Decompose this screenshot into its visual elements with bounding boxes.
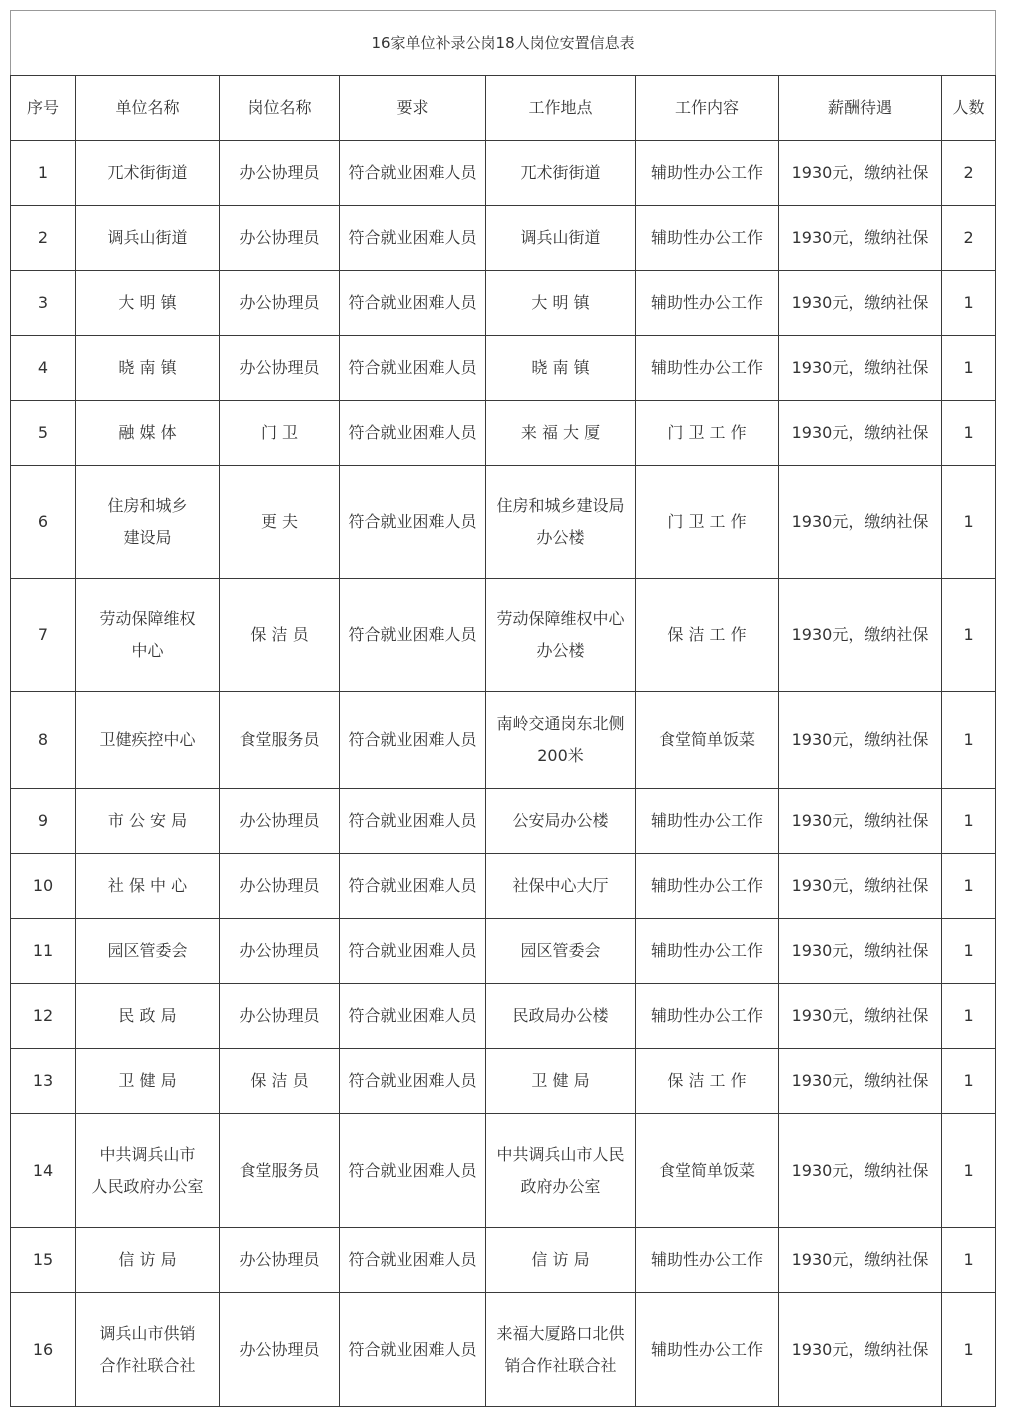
cell-content-text: 辅助性办公工作 (650, 1250, 763, 1269)
cell-post-text: 食堂服务员 (239, 730, 320, 749)
cell-location (486, 141, 636, 206)
cell-no-text: 16 (32, 1339, 54, 1359)
cell-content-text: 辅助性办公工作 (650, 941, 763, 960)
cell-location-text: 社保中心大厅 (512, 876, 609, 895)
col-header-content: 工作内容 (636, 76, 779, 141)
cell-requirement-text: 符合就业困难人员 (348, 1006, 477, 1025)
cell-requirement (340, 919, 486, 984)
cell-location (486, 336, 636, 401)
cell-post (220, 1228, 340, 1293)
cell-no (11, 579, 76, 692)
cell-count-text: 1 (963, 512, 974, 531)
cell-pay (779, 141, 942, 206)
cell-post-text: 保 洁 员 (250, 625, 309, 644)
cell-post-text: 办公协理员 (239, 941, 320, 960)
table-row (11, 1293, 996, 1407)
cell-unit (76, 854, 220, 919)
col-header-pay: 薪酬待遇 (779, 76, 942, 141)
cell-count (942, 271, 996, 336)
cell-count (942, 1114, 996, 1228)
cell-requirement (340, 692, 486, 789)
cell-unit-text: 调兵山市供销 合作社联合社 (99, 1323, 196, 1375)
cell-location (486, 789, 636, 854)
cell-requirement-text: 符合就业困难人员 (348, 1339, 477, 1359)
cell-pay (779, 1049, 942, 1114)
cell-requirement (340, 401, 486, 466)
cell-unit (76, 206, 220, 271)
cell-content (636, 1049, 779, 1114)
table-row (11, 854, 996, 919)
cell-unit (76, 141, 220, 206)
cell-no (11, 271, 76, 336)
cell-requirement (340, 854, 486, 919)
cell-requirement (340, 579, 486, 692)
cell-location-text: 劳动保障维权中心 办公楼 (496, 609, 625, 660)
cell-no (11, 789, 76, 854)
cell-location-text: 民政局办公楼 (512, 1006, 609, 1025)
cell-pay-text: 1930元，缴纳社保 (791, 1071, 929, 1090)
cell-count-text: 1 (963, 876, 974, 895)
cell-no (11, 1049, 76, 1114)
table-row (11, 692, 996, 789)
cell-requirement-text: 符合就业困难人员 (348, 941, 477, 960)
cell-requirement (340, 466, 486, 579)
cell-requirement-text: 符合就业困难人员 (348, 358, 477, 377)
cell-no (11, 401, 76, 466)
cell-location-text: 来 福 大 厦 (520, 423, 601, 442)
cell-unit (76, 336, 220, 401)
cell-requirement (340, 984, 486, 1049)
cell-location-text: 南岭交通岗东北侧 200米 (496, 714, 625, 765)
cell-unit-text: 兀术街街道 (107, 163, 188, 182)
cell-no-text: 8 (37, 730, 49, 749)
cell-content (636, 271, 779, 336)
cell-no-text: 4 (37, 358, 49, 377)
cell-count (942, 1228, 996, 1293)
cell-requirement-text: 符合就业困难人员 (348, 625, 477, 644)
cell-no (11, 206, 76, 271)
col-header-location: 工作地点 (486, 76, 636, 141)
table-row (11, 579, 996, 692)
cell-count-text: 1 (963, 1071, 974, 1090)
cell-content-text: 辅助性办公工作 (650, 293, 763, 312)
cell-count (942, 789, 996, 854)
cell-pay-text: 1930元，缴纳社保 (791, 876, 929, 895)
table-row (11, 789, 996, 854)
cell-unit-text: 劳动保障维权 中心 (99, 609, 196, 660)
table-row (11, 1114, 996, 1228)
cell-requirement-text: 符合就业困难人员 (348, 1250, 477, 1269)
cell-content (636, 854, 779, 919)
cell-requirement (340, 1228, 486, 1293)
cell-post-text: 办公协理员 (239, 876, 320, 895)
cell-no (11, 1114, 76, 1228)
cell-unit (76, 692, 220, 789)
cell-no (11, 466, 76, 579)
cell-content (636, 466, 779, 579)
cell-pay-text: 1930元，缴纳社保 (791, 941, 929, 960)
cell-unit-text: 住房和城乡 建设局 (107, 496, 188, 547)
cell-content (636, 141, 779, 206)
cell-no (11, 692, 76, 789)
cell-pay-text: 1930元，缴纳社保 (791, 811, 929, 830)
cell-unit (76, 1049, 220, 1114)
cell-location-text: 来福大厦路口北供 销合作社联合社 (496, 1323, 625, 1375)
cell-requirement (340, 1293, 486, 1407)
cell-content (636, 919, 779, 984)
cell-post-text: 办公协理员 (239, 358, 320, 377)
cell-requirement-text: 符合就业困难人员 (348, 228, 477, 247)
cell-content-text: 辅助性办公工作 (650, 228, 763, 247)
cell-count (942, 141, 996, 206)
cell-post (220, 1114, 340, 1228)
cell-requirement (340, 1049, 486, 1114)
cell-count (942, 1293, 996, 1407)
cell-unit (76, 1228, 220, 1293)
cell-post (220, 579, 340, 692)
cell-location (486, 1293, 636, 1407)
cell-unit-text: 市 公 安 局 (107, 811, 188, 830)
cell-count (942, 692, 996, 789)
cell-pay (779, 336, 942, 401)
position-table-sheet (10, 10, 995, 1407)
cell-unit-text: 大 明 镇 (118, 293, 177, 312)
cell-location (486, 1228, 636, 1293)
cell-content (636, 579, 779, 692)
cell-count-text: 1 (963, 811, 974, 830)
table-row (11, 466, 996, 579)
cell-no-text: 12 (32, 1006, 54, 1025)
cell-post-text: 办公协理员 (239, 811, 320, 830)
cell-post (220, 401, 340, 466)
col-header-unit: 单位名称 (76, 76, 220, 141)
cell-location-text: 园区管委会 (520, 941, 601, 960)
cell-pay-text: 1930元，缴纳社保 (791, 1339, 929, 1359)
cell-content (636, 984, 779, 1049)
cell-unit (76, 984, 220, 1049)
header-row (11, 76, 996, 141)
cell-location (486, 401, 636, 466)
cell-unit-text: 融 媒 体 (118, 423, 177, 442)
cell-pay (779, 919, 942, 984)
cell-pay-text: 1930元，缴纳社保 (791, 625, 929, 644)
cell-requirement-text: 符合就业困难人员 (348, 512, 477, 531)
cell-count-text: 1 (963, 1250, 974, 1269)
cell-count-text: 1 (963, 730, 974, 749)
cell-location (486, 984, 636, 1049)
cell-requirement (340, 1114, 486, 1228)
cell-location-text: 卫 健 局 (531, 1071, 590, 1090)
cell-requirement (340, 336, 486, 401)
cell-requirement (340, 271, 486, 336)
cell-no (11, 1228, 76, 1293)
cell-post (220, 919, 340, 984)
cell-pay (779, 1228, 942, 1293)
cell-count (942, 206, 996, 271)
cell-location (486, 271, 636, 336)
cell-location-text: 大 明 镇 (531, 293, 590, 312)
cell-pay-text: 1930元，缴纳社保 (791, 1160, 929, 1180)
cell-count (942, 401, 996, 466)
cell-content-text: 辅助性办公工作 (650, 1339, 763, 1359)
cell-count-text: 1 (963, 293, 974, 312)
cell-pay (779, 579, 942, 692)
table-row (11, 336, 996, 401)
cell-location (486, 1114, 636, 1228)
cell-count (942, 854, 996, 919)
cell-pay-text: 1930元，缴纳社保 (791, 163, 929, 182)
table-row (11, 919, 996, 984)
cell-pay-text: 1930元，缴纳社保 (791, 1250, 929, 1269)
cell-pay-text: 1930元，缴纳社保 (791, 358, 929, 377)
cell-post (220, 789, 340, 854)
cell-count-text: 2 (963, 228, 974, 247)
cell-no-text: 11 (32, 941, 54, 960)
cell-count (942, 919, 996, 984)
cell-content-text: 保 洁 工 作 (667, 625, 747, 644)
cell-no-text: 1 (37, 163, 49, 182)
cell-pay (779, 789, 942, 854)
cell-content-text: 食堂简单饭菜 (658, 1160, 755, 1180)
cell-no-text: 6 (37, 512, 49, 531)
cell-unit-text: 卫 健 局 (118, 1071, 177, 1090)
cell-count-text: 1 (963, 358, 974, 377)
cell-location (486, 466, 636, 579)
table-row (11, 271, 996, 336)
cell-post (220, 271, 340, 336)
cell-no (11, 1293, 76, 1407)
cell-post-text: 食堂服务员 (239, 1160, 320, 1180)
cell-no-text: 5 (37, 423, 49, 442)
cell-pay (779, 854, 942, 919)
cell-count-text: 1 (963, 1339, 974, 1359)
table-row (11, 1228, 996, 1293)
cell-requirement (340, 206, 486, 271)
cell-pay-text: 1930元，缴纳社保 (791, 512, 929, 531)
table-row (11, 401, 996, 466)
cell-location-text: 公安局办公楼 (512, 811, 609, 830)
cell-unit-text: 民 政 局 (118, 1006, 177, 1025)
cell-unit (76, 1114, 220, 1228)
cell-no (11, 141, 76, 206)
cell-post (220, 692, 340, 789)
cell-count-text: 1 (963, 941, 974, 960)
table-body (11, 141, 996, 1407)
col-header-post: 岗位名称 (220, 76, 340, 141)
cell-unit (76, 579, 220, 692)
cell-no-text: 14 (32, 1160, 54, 1180)
cell-requirement-text: 符合就业困难人员 (348, 1160, 477, 1180)
cell-no-text: 13 (32, 1071, 54, 1090)
cell-location (486, 579, 636, 692)
cell-no (11, 336, 76, 401)
position-table (10, 10, 996, 1407)
cell-count (942, 1049, 996, 1114)
cell-post-text: 办公协理员 (239, 293, 320, 312)
cell-unit-text: 卫健疾控中心 (99, 730, 196, 749)
cell-no-text: 2 (37, 228, 49, 247)
cell-post (220, 984, 340, 1049)
cell-post (220, 141, 340, 206)
cell-count-text: 1 (963, 1160, 974, 1180)
cell-post-text: 办公协理员 (239, 1339, 320, 1359)
cell-content (636, 1228, 779, 1293)
cell-requirement (340, 141, 486, 206)
cell-pay (779, 466, 942, 579)
cell-count-text: 1 (963, 1006, 974, 1025)
cell-pay (779, 206, 942, 271)
cell-content (636, 1293, 779, 1407)
col-header-no: 序号 (11, 76, 76, 141)
cell-content-text: 辅助性办公工作 (650, 163, 763, 182)
cell-content-text: 辅助性办公工作 (650, 358, 763, 377)
cell-post-text: 更 夫 (260, 512, 299, 531)
cell-requirement-text: 符合就业困难人员 (348, 293, 477, 312)
cell-unit-text: 调兵山街道 (107, 228, 188, 247)
cell-no (11, 854, 76, 919)
cell-no-text: 10 (32, 876, 54, 895)
cell-location (486, 854, 636, 919)
cell-requirement-text: 符合就业困难人员 (348, 876, 477, 895)
cell-pay (779, 401, 942, 466)
cell-location (486, 206, 636, 271)
cell-unit-text: 社 保 中 心 (107, 876, 188, 895)
cell-content (636, 789, 779, 854)
cell-count (942, 466, 996, 579)
cell-pay (779, 1114, 942, 1228)
cell-content (636, 401, 779, 466)
table-title: 16家单位补录公岗18人岗位安置信息表 (11, 11, 996, 76)
cell-post (220, 466, 340, 579)
cell-unit-text: 园区管委会 (107, 941, 188, 960)
cell-location (486, 1049, 636, 1114)
col-header-requirement: 要求 (340, 76, 486, 141)
cell-unit-text: 中共调兵山市 人民政府办公室 (91, 1144, 204, 1196)
cell-post-text: 办公协理员 (239, 163, 320, 182)
cell-requirement-text: 符合就业困难人员 (348, 1071, 477, 1090)
cell-unit-text: 晓 南 镇 (118, 358, 177, 377)
cell-unit (76, 466, 220, 579)
cell-requirement (340, 789, 486, 854)
cell-post-text: 办公协理员 (239, 1250, 320, 1269)
cell-no (11, 919, 76, 984)
cell-content-text: 辅助性办公工作 (650, 811, 763, 830)
cell-post-text: 保 洁 员 (250, 1071, 309, 1090)
cell-location (486, 692, 636, 789)
cell-requirement-text: 符合就业困难人员 (348, 423, 477, 442)
cell-no-text: 15 (32, 1250, 54, 1269)
cell-pay-text: 1930元，缴纳社保 (791, 423, 929, 442)
cell-content-text: 门 卫 工 作 (667, 512, 747, 531)
cell-location-text: 兀术街街道 (520, 163, 601, 182)
cell-location-text: 中共调兵山市人民 政府办公室 (496, 1144, 625, 1196)
cell-post (220, 854, 340, 919)
cell-post (220, 1293, 340, 1407)
cell-post-text: 门 卫 (260, 423, 299, 442)
cell-content-text: 食堂简单饭菜 (658, 730, 755, 749)
cell-unit (76, 919, 220, 984)
cell-count (942, 984, 996, 1049)
cell-post-text: 办公协理员 (239, 228, 320, 247)
cell-location-text: 调兵山街道 (520, 228, 601, 247)
cell-unit (76, 1293, 220, 1407)
table-row (11, 141, 996, 206)
cell-no-text: 3 (37, 293, 49, 312)
cell-content (636, 692, 779, 789)
table-row (11, 984, 996, 1049)
cell-content (636, 336, 779, 401)
cell-post (220, 1049, 340, 1114)
cell-location (486, 919, 636, 984)
cell-requirement-text: 符合就业困难人员 (348, 811, 477, 830)
cell-count (942, 579, 996, 692)
cell-post (220, 206, 340, 271)
cell-count-text: 1 (963, 423, 974, 442)
cell-no-text: 7 (37, 625, 49, 644)
cell-requirement-text: 符合就业困难人员 (348, 163, 477, 182)
cell-pay (779, 984, 942, 1049)
cell-unit (76, 401, 220, 466)
cell-count-text: 2 (963, 163, 974, 182)
cell-pay-text: 1930元，缴纳社保 (791, 293, 929, 312)
cell-content-text: 辅助性办公工作 (650, 876, 763, 895)
cell-pay (779, 1293, 942, 1407)
cell-pay (779, 692, 942, 789)
table-row (11, 1049, 996, 1114)
cell-pay (779, 271, 942, 336)
cell-no (11, 984, 76, 1049)
cell-count-text: 1 (963, 625, 974, 644)
cell-post-text: 办公协理员 (239, 1006, 320, 1025)
cell-count (942, 336, 996, 401)
table-row (11, 206, 996, 271)
cell-pay-text: 1930元，缴纳社保 (791, 228, 929, 247)
cell-content (636, 1114, 779, 1228)
cell-unit-text: 信 访 局 (118, 1250, 177, 1269)
cell-post (220, 336, 340, 401)
cell-location-text: 信 访 局 (531, 1250, 590, 1269)
cell-pay-text: 1930元，缴纳社保 (791, 730, 929, 749)
cell-unit (76, 271, 220, 336)
cell-location-text: 晓 南 镇 (531, 358, 590, 377)
cell-location-text: 住房和城乡建设局 办公楼 (496, 496, 625, 547)
cell-content-text: 保 洁 工 作 (667, 1071, 747, 1090)
cell-no-text: 9 (37, 811, 49, 830)
cell-requirement-text: 符合就业困难人员 (348, 730, 477, 749)
col-header-count: 人数 (942, 76, 996, 141)
cell-unit (76, 789, 220, 854)
cell-content-text: 门 卫 工 作 (667, 423, 747, 442)
cell-content-text: 辅助性办公工作 (650, 1006, 763, 1025)
cell-content (636, 206, 779, 271)
cell-pay-text: 1930元，缴纳社保 (791, 1006, 929, 1025)
